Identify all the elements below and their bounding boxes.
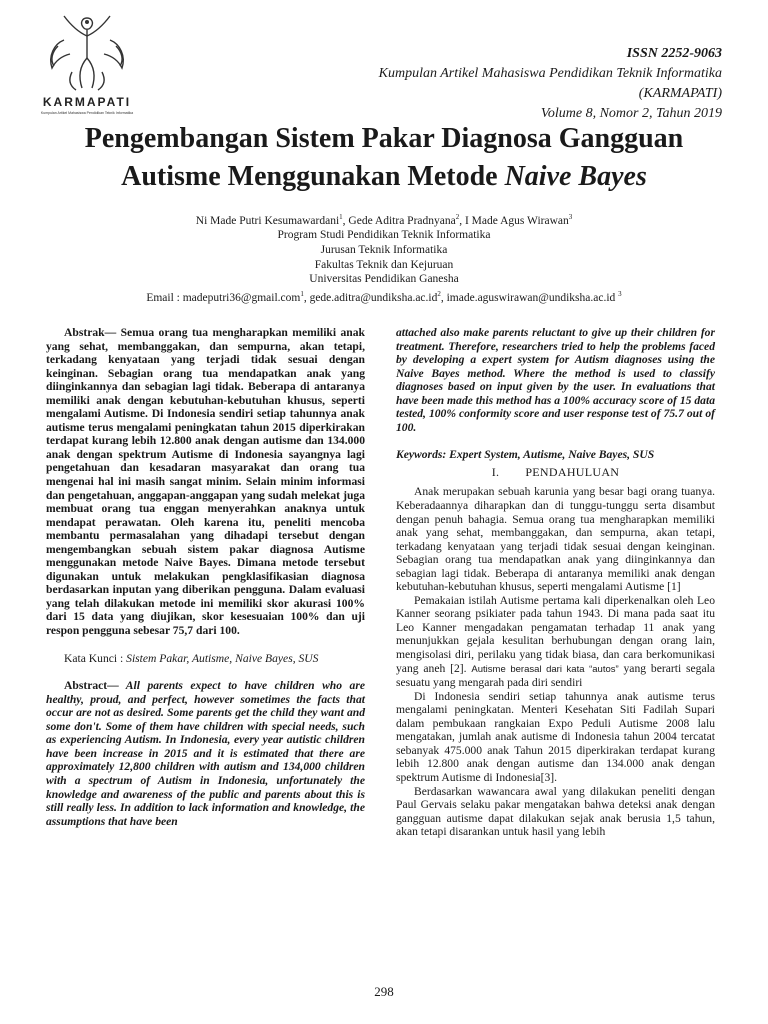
intro-paragraph-3: Di Indonesia sendiri setiap tahunnya anak autisme terus mengalami peningkatan. Menteri Kesehatan Siti Fadilah Supari dalam pembukaan rangkaian Expo Peduli Autisme 2008 lalu mengatakan, jumlah anak autisme di Indonesia tahun 2004 tercatat sebanyak 475.000 anak Tahun 2015 diperkirakan terdapat kurang lebih 12.800 anak dengan autisme dan 134.000 anak dengan spektrum Autisme di Indonesia[3].	[396, 689, 715, 784]
logo-wordmark: KARMAPATI	[42, 95, 132, 109]
affiliation-department: Jurusan Teknik Informatika	[320, 244, 448, 257]
intro-paragraph-2: Pemakaian istilah Autisme pertama kali diperkenalkan oleh Leo Kanner seorang psikiater pada tahun 1943. Di mana pada saat itu Leo Kanner mengadakan pengamatan terhadap 11 anak yang menunjukkan gejala kesulitan berhubungan dengan orang lain, mengisolasi diri, perilaku yang tidak biasa, dan cara berkomunikasi yang aneh [2]. Autisme berasal dari kata “autos” yang berarti segala sesuatu yang mengarah pada diri sendiri	[396, 593, 715, 690]
journal-header	[379, 44, 722, 124]
right-column	[396, 326, 715, 839]
left-column	[46, 326, 365, 828]
page-number: 298	[374, 984, 394, 999]
title-line-1: Pengembangan Sistem Pakar Diagnosa Gangguan	[84, 123, 684, 154]
author-block	[40, 210, 728, 305]
intro-paragraph-4: Berdasarkan wawancara awal yang dilakukan peneliti dengan Paul Gervais selaku pakar mengatakan bahwa deteksi anak dengan gangguan autisme dapat dilakukan sejak anak berusia 1,5 tahun, akan tetapi disarankan untuk hasil yang lebih	[396, 784, 715, 839]
logo-subtitle: Kumpulan Artikel Mahasiswa Pendidikan Teknik Informatika	[40, 111, 134, 115]
journal-abbrev: (KARMAPATI)	[638, 86, 722, 101]
keywords: Keywords: Expert System, Autisme, Naive Bayes, SUS	[396, 448, 655, 462]
affiliation-program: Program Studi Pendidikan Teknik Informatika	[277, 229, 491, 242]
kata-kunci: Kata Kunci : Sistem Pakar, Autisme, Naive Bayes, SUS	[64, 651, 319, 665]
author-names: Ni Made Putri Kesumawardani$^1$, Gede Aditra Pradnyana$^2$, I Made Agus Wirawan$^3$	[195, 213, 573, 227]
abstract-continuation: attached also make parents reluctant to give up their children for treatment. Therefore, researchers tried to help the problems faced by developing a expert system for Autism diagnoses using the Naive Bayes method. Where the method is used to classify diagnoses based on input given by the user. In evaluations that have been made this method has a 100% accuracy score of 15 data tested, 100% conformity score and user response test of 75.7 out of 100.	[396, 326, 715, 434]
abstrak-paragraph: Abstrak— Semua orang tua mengharapkan memiliki anak yang sehat, membanggakan, dan sempurna, akan tetapi, terkadang kenyataan yang terjadi tidak sesuai dengan keinginan. Sebagian orang tua mendapatkan anak yang diinginkannya dan sebagian lagi tidak. Beberapa di antaranya memiliki anak dengan kebutuhan-kebutuhan khusus, seperti mengalami Autisme. Di Indonesia sendiri setiap tahunnya anak autisme terus mengalami peningkatan tahun 2015 diperkirakan terdapat kurang lebih 12.800 anak dengan autisme dan 134.000 anak dengan spektrum Autisme di Indonesia sayangnya lagi pengetahuan dan kesadaran masyarakat dan orang tua mengenai hal ini masih sangat minim. Selain minim informasi dan pengetahuan, anggapan-anggapan yang sudah melekat juga membuat orang tua enggan menyerahkan anaknya untuk mendapat perawatan. Oleh karena itu, peneliti mencoba membantu permasalahan yang dihadapi tersebut dengan mengembangkan sebuah sistem pakar diagnosa Autisme menggunakan metode Naive Bayes. Dimana metode tersebut digunakan untuk melakukan pengklasifikasian diagnosa berdasarkan inputan yang diberikan pengguna. Dalam evaluasi yang telah dilakukan metode ini memiliki skor akurasi 100% dari 15 data yang diujikan, skor kesesuaian 100% dan uji respon pengguna sebesar 75,7 dari 100.	[46, 326, 365, 638]
journal-volume: Volume 8, Nomor 2, Tahun 2019	[540, 106, 722, 121]
affiliation-faculty: Fakultas Teknik dan Kejuruan	[314, 258, 454, 271]
author-emails: Email : madeputri36@gmail.com$^1$, $gede.aditra@undiksha.ac.id^2$, imade.aguswirawan@undiksha.ac.id $^3$	[146, 289, 622, 304]
intro-paragraph-1: Anak merupakan sebuah karunia yang besar bagi orang tuanya. Keberadaannya diharapkan dan di tunggu-tunggu serta disambut dengan penuh bahagia. Semua orang tua mengharapkan memiliki anak yang sehat, membanggakan, dan sempurna, akan tetapi, terkadang kenyataan yang terjadi tidak sesuai dengan keinginan. Sebagian orang tua mendapatkan anak yang diinginkannya dan sebagian lagi tidak. Beberapa di antaranya memiliki anak dengan kebutuhan-kebutuhan khusus, seperti mengalami Autisme [1]	[396, 485, 715, 594]
journal-logo	[32, 10, 142, 120]
paper-title	[20, 120, 748, 196]
abstract-paragraph: Abstract— All parents expect to have children who are healthy, proud, and perfect, however sometimes the facts that occur are not as desired. Some parents get the child they want and some don't. Some of them have children with special needs, such as experiencing Autism. In Indonesia, every year autistic children have been increase in 2015 and it is estimated that there are approximately 12,800 children with autism and 134,000 children with a spectrum of Autism in Indonesia, unfortunately the knowledge and awareness of the public and parents about this is still really less. In addition to lack information and knowledge, the assumptions that have been	[46, 679, 365, 828]
issn: ISSN 2252-9063	[626, 46, 722, 61]
dancer-emblem-icon	[42, 10, 132, 96]
title-method: Naive Bayes	[504, 161, 647, 192]
journal-name: Kumpulan Artikel Mahasiswa Pendidikan Teknik Informatika	[378, 66, 722, 81]
title-line-2: Autisme Menggunakan Metode Naive Bayes	[121, 161, 647, 192]
affiliation-university: Universitas Pendidikan Ganesha	[309, 273, 459, 286]
section-heading: I. PENDAHULUAN	[491, 464, 620, 479]
